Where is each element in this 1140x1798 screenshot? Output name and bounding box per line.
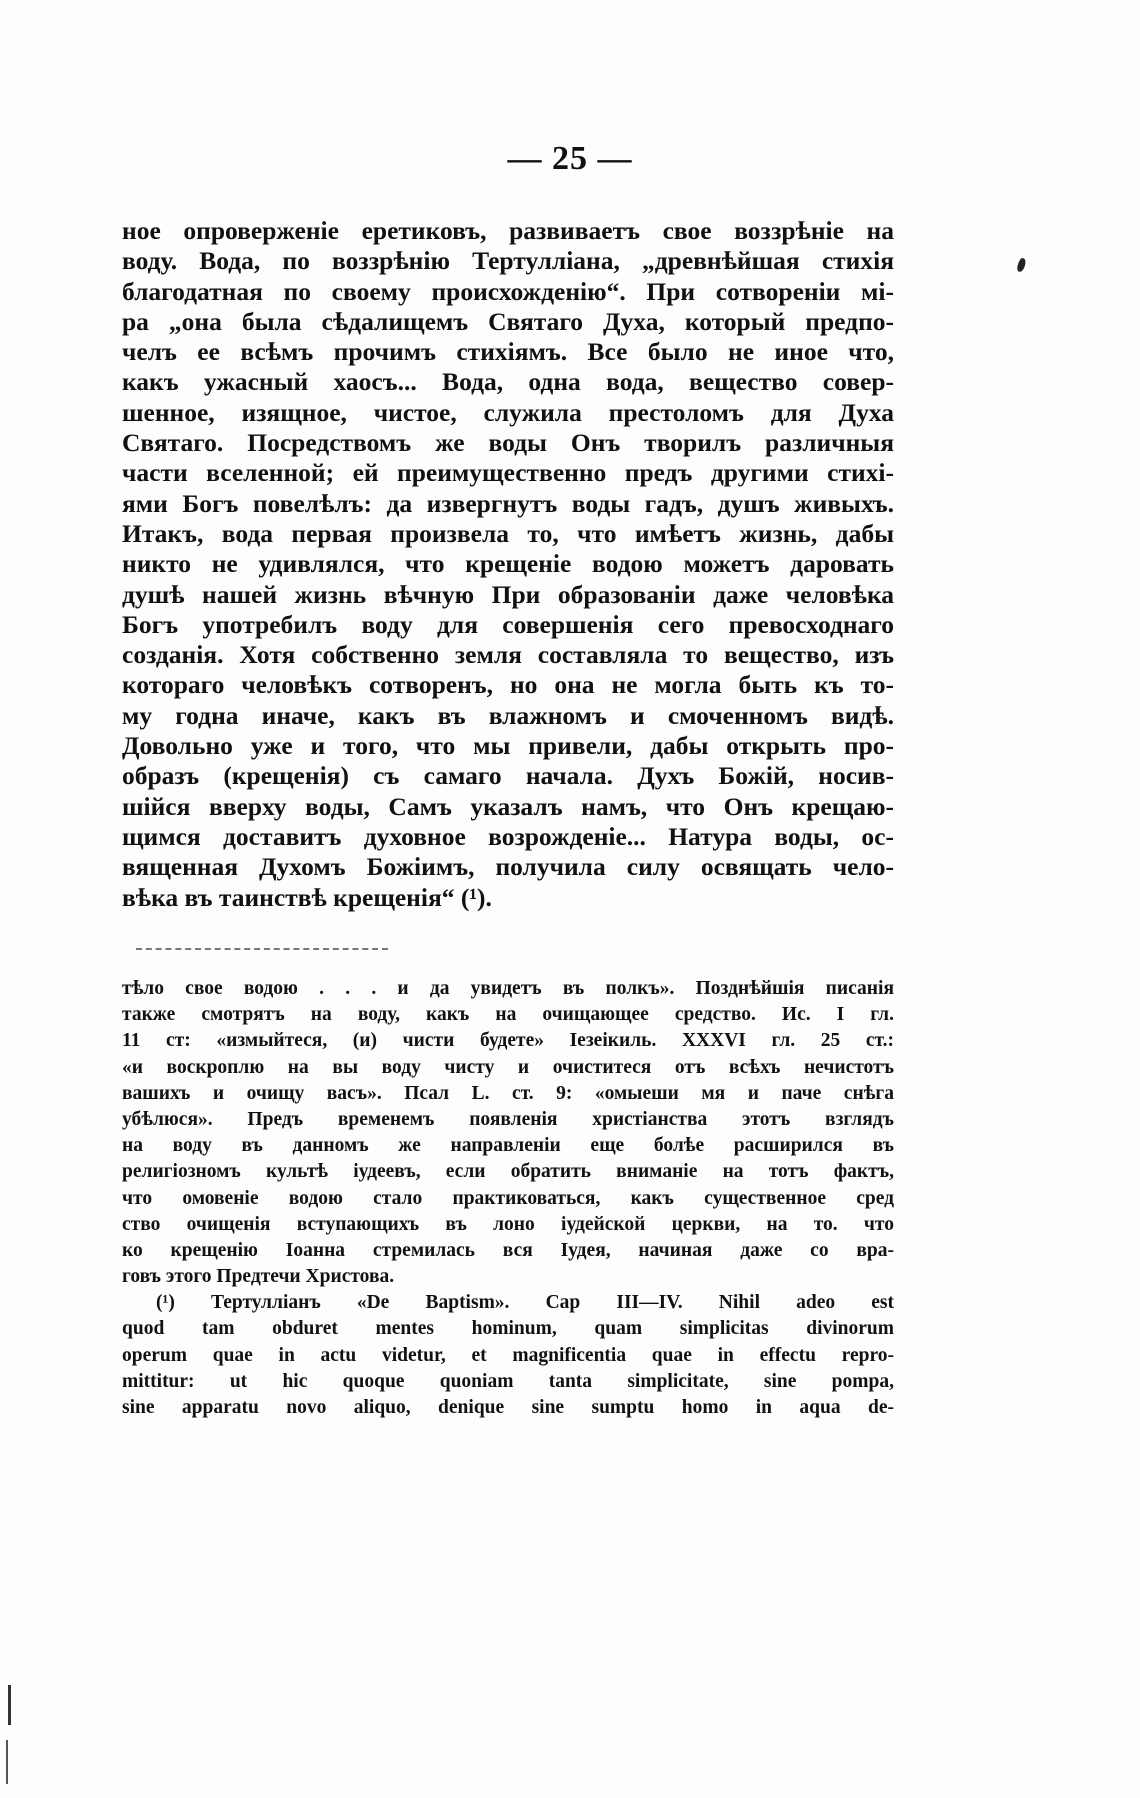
main-text — [122, 216, 894, 912]
footnote-line: quod tam obduret mentes hominum, quam simplicitas divinorum — [122, 1318, 894, 1340]
footnote-line: mittitur: ut hic quoque quoniam tanta simplicitate, sine pompa, — [122, 1370, 894, 1392]
text-line: му годна иначе, какъ въ влажномъ и смоченномъ видѣ. — [122, 700, 894, 730]
margin-mark — [6, 1740, 8, 1784]
text-line: созданія. Хотя собственно земля составляла то вещество, изъ — [122, 640, 894, 670]
footnote-line: также смотрятъ на воду, какъ на очищающее средство. Ис. I гл. — [122, 1004, 894, 1026]
footnote-line: что омовеніе водою стало практиковаться, какъ существенное сред — [122, 1187, 894, 1209]
text-line: воду. Вода, по воззрѣнію Тертулліана, „древнѣйшая стихія — [122, 246, 894, 276]
page-number: — 25 — — [507, 140, 633, 177]
text-line: челъ ее всѣмъ прочимъ стихіямъ. Все было не иное что, — [122, 337, 894, 367]
text-line: никто не удивлялся, что крещеніе водою можетъ даровать — [122, 549, 894, 579]
footnote-line: sine apparatu novo aliquo, denique sine sumptu homo in aqua de- — [122, 1397, 894, 1418]
text-line: ями Богъ повелѣлъ: да извергнутъ воды гадъ, душъ живыхъ. — [122, 488, 894, 518]
text-line: вѣка въ таинствѣ крещенія“ (¹). — [122, 882, 492, 912]
footnote-line: ство очищенія вступающихъ въ лоно іудейской церкви, на то. что — [122, 1213, 894, 1235]
footnote-line: убѣлюся». Предъ временемъ появленія христіанства этотъ взглядъ — [122, 1108, 894, 1130]
text-line: ра „она была сѣдалищемъ Святаго Духа, который предпо- — [122, 306, 894, 336]
footnote-line: тѣло свое водою . . . и да увидетъ въ полкъ». Позднѣйшія писанія — [122, 978, 894, 999]
text-line: Святаго. Посредствомъ же воды Онъ творилъ различныя — [122, 428, 894, 458]
footnote-line: (¹) Тертулліанъ «De Baptism». Cap III—IV. Nihil adeo est — [156, 1292, 894, 1314]
text-line: вященная Духомъ Божіимъ, получила силу освящать чело- — [122, 852, 894, 882]
text-line: благодатная по своему происхожденію“. При сотвореніи мі- — [122, 276, 894, 306]
text-line: душѣ нашей жизнь вѣчную При образованіи даже человѣка — [122, 579, 894, 609]
text-line: щимся доставитъ духовное возрожденіе... Натура воды, ос- — [122, 821, 894, 851]
text-line: Итакъ, вода первая произвела то, что имѣетъ жизнь, дабы — [122, 518, 894, 548]
text-line: котораго человѣкъ сотворенъ, но она не могла быть къ то- — [122, 670, 894, 700]
text-line: Довольно уже и того, что мы привели, дабы открыть про- — [122, 731, 894, 761]
footnote-separator — [136, 948, 388, 950]
text-line: шенное, изящное, чистое, служила престоломъ для Духа — [122, 397, 894, 427]
margin-mark — [8, 1685, 11, 1725]
footnote-line: на воду въ данномъ же направленіи еще болѣе расширился въ — [122, 1135, 894, 1157]
footnotes — [122, 976, 894, 1456]
footnote-line: operum quae in actu videtur, et magnificentia quae in effectu repro- — [122, 1344, 894, 1366]
footnote-line: «и воскроплю на вы воду чисту и очиститеся отъ всѣхъ нечистотъ — [122, 1056, 894, 1078]
ink-mark — [1016, 257, 1027, 273]
footnote-line: религіозномъ культѣ іудеевъ, если обратить вниманіе на тотъ фактъ, — [122, 1161, 894, 1183]
footnote-line: вашихъ и очищу васъ». Псал L. ст. 9: «омыеши мя и паче снѣга — [122, 1082, 894, 1104]
text-line: шійся вверху воды, Самъ указалъ намъ, что Онъ крещаю- — [122, 791, 894, 821]
text-line: Богъ употребилъ воду для совершенія сего превосходнаго — [122, 609, 894, 639]
footnote-line: ко крещенію Іоанна стремилась вся Іудея, начиная даже со вра- — [122, 1239, 894, 1261]
text-line: какъ ужасный хаосъ... Вода, одна вода, вещество совер- — [122, 367, 894, 397]
text-line: части вселенной; ей преимущественно предъ другими стихі- — [122, 458, 894, 488]
footnote-line: 11 ст: «измыйтеся, (и) чисти будете» Іезеікиль. XXXVI гл. 25 ст.: — [122, 1030, 894, 1052]
footnote-line: говъ этого Предтечи Христова. — [122, 1266, 395, 1288]
text-line: образъ (крещенія) съ самаго начала. Духъ Божій, носив- — [122, 761, 894, 791]
text-line: ное опроверженіе еретиковъ, развиваетъ свое воззрѣніе на — [122, 216, 894, 245]
